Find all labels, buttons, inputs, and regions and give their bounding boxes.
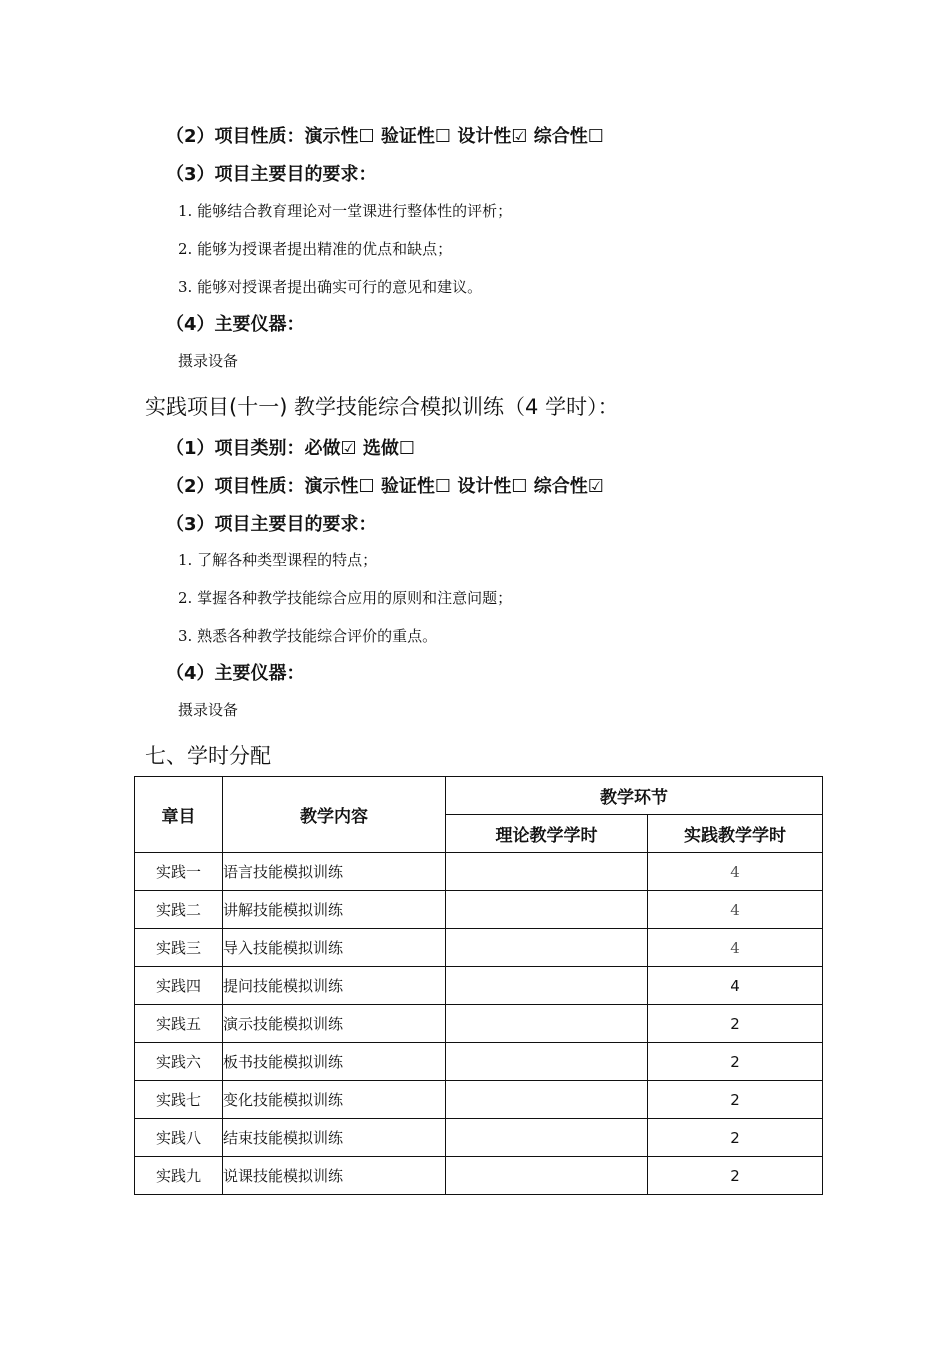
cell-content: 板书技能模拟训练	[223, 1043, 446, 1081]
cell-practice: 2	[648, 1119, 823, 1157]
requirement-item: 3. 熟悉各种教学技能综合评价的重点。	[178, 627, 438, 645]
table-row	[135, 853, 823, 891]
instrument-heading: （4）主要仪器：	[166, 663, 305, 684]
cell-theory	[446, 891, 648, 929]
cell-content: 讲解技能模拟训练	[223, 891, 446, 929]
cell-theory	[446, 967, 648, 1005]
cell-chapter: 实践六	[135, 1043, 223, 1081]
cell-practice: 4	[648, 891, 823, 929]
table-row	[135, 929, 823, 967]
requirements-heading: （3）项目主要目的要求：	[166, 164, 377, 185]
table-row	[135, 1119, 823, 1157]
cell-chapter: 实践五	[135, 1005, 223, 1043]
cell-chapter: 实践八	[135, 1119, 223, 1157]
requirement-item: 2. 掌握各种教学技能综合应用的原则和注意问题；	[178, 589, 513, 607]
requirement-item: 2. 能够为授课者提出精准的优点和缺点；	[178, 240, 453, 258]
table-row	[135, 1081, 823, 1119]
table-row	[135, 1043, 823, 1081]
cell-theory	[446, 1119, 648, 1157]
requirement-item: 1. 了解各种类型课程的特点；	[178, 551, 378, 569]
instrument-text: 摄录设备	[178, 352, 239, 370]
requirement-item: 3. 能够对授课者提出确实可行的意见和建议。	[178, 278, 483, 296]
table-row	[135, 891, 823, 929]
cell-chapter: 实践一	[135, 853, 223, 891]
cell-chapter: 实践七	[135, 1081, 223, 1119]
cell-content: 演示技能模拟训练	[223, 1005, 446, 1043]
requirement-item: 1. 能够结合教育理论对一堂课进行整体性的评析；	[178, 202, 513, 220]
header-chapter: 章目	[135, 777, 223, 853]
header-group: 教学环节	[446, 777, 823, 815]
cell-theory	[446, 929, 648, 967]
cell-practice: 4	[648, 967, 823, 1005]
cell-practice: 2	[648, 1081, 823, 1119]
cell-chapter: 实践四	[135, 967, 223, 1005]
section7-title: 七、学时分配	[145, 744, 271, 768]
project11-title: 实践项目(十一) 教学技能综合模拟训练（4 学时）：	[145, 395, 619, 419]
cell-chapter: 实践二	[135, 891, 223, 929]
table-row	[135, 967, 823, 1005]
cell-practice: 4	[648, 929, 823, 967]
cell-practice: 2	[648, 1157, 823, 1195]
table-row	[135, 1005, 823, 1043]
cell-content: 变化技能模拟训练	[223, 1081, 446, 1119]
header-content: 教学内容	[223, 777, 446, 853]
cell-chapter: 实践九	[135, 1157, 223, 1195]
cell-practice: 2	[648, 1005, 823, 1043]
cell-content: 结束技能模拟训练	[223, 1119, 446, 1157]
cell-theory	[446, 1081, 648, 1119]
cell-practice: 4	[648, 853, 823, 891]
project-category-line: （1）项目类别：必做☑ 选做☐	[166, 438, 416, 459]
cell-theory	[446, 1157, 648, 1195]
cell-theory	[446, 853, 648, 891]
cell-content: 说课技能模拟训练	[223, 1157, 446, 1195]
header-practice: 实践教学学时	[648, 815, 823, 853]
cell-content: 导入技能模拟训练	[223, 929, 446, 967]
cell-theory	[446, 1005, 648, 1043]
table-row	[135, 1157, 823, 1195]
cell-theory	[446, 1043, 648, 1081]
cell-chapter: 实践三	[135, 929, 223, 967]
instrument-text: 摄录设备	[178, 701, 239, 719]
instrument-heading: （4）主要仪器：	[166, 314, 305, 335]
project-nature-line: （2）项目性质：演示性☐ 验证性☐ 设计性☐ 综合性☑	[166, 476, 604, 497]
hours-table	[134, 776, 823, 1195]
cell-content: 提问技能模拟训练	[223, 967, 446, 1005]
project-nature-line: （2）项目性质：演示性☐ 验证性☐ 设计性☑ 综合性☐	[166, 126, 604, 147]
requirements-heading: （3）项目主要目的要求：	[166, 514, 377, 535]
cell-content: 语言技能模拟训练	[223, 853, 446, 891]
header-theory: 理论教学学时	[446, 815, 648, 853]
cell-practice: 2	[648, 1043, 823, 1081]
